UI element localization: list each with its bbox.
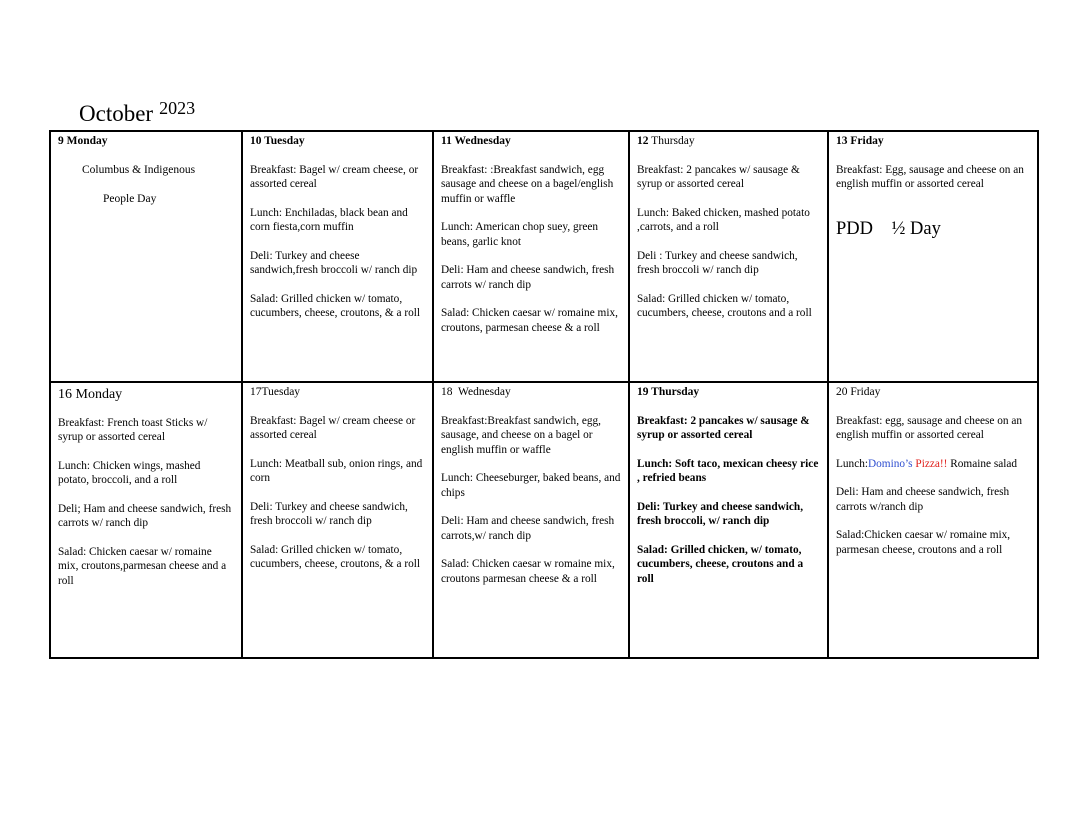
deli-entry: Deli : Turkey and cheese sandwich, fresh broccoli w/ ranch dip [637, 249, 798, 276]
week-row-2 [50, 382, 1038, 658]
day-cell-oct-17 [242, 382, 433, 658]
calendar-title [79, 98, 196, 127]
pizza-text: Pizza!! [915, 457, 948, 470]
day-header: 13 Friday [836, 135, 884, 147]
month-label: October [79, 101, 154, 126]
breakfast-entry: Breakfast:Breakfast sandwich, egg, sausage, and cheese on a bagel or english muffin or waffle [441, 414, 601, 456]
salad-entry: Salad: Chicken caesar w romaine mix, croutons parmesan cheese & a roll [441, 558, 615, 585]
day-cell-oct-12 [629, 131, 828, 382]
lunch-entry: Lunch: Enchiladas, black bean and corn fiesta,corn muffin [250, 206, 408, 233]
salad-entry: Salad: Grilled chicken w/ tomato, cucumbers, cheese, croutons, & a roll [250, 292, 421, 319]
breakfast-entry: Breakfast: :Breakfast sandwich, egg sausage and cheese on a bagel/english muffin or waffle [441, 163, 614, 205]
day-header: 19 Thursday [637, 386, 700, 398]
day-cell-oct-16 [50, 382, 242, 658]
day-header: 16 Monday [58, 387, 123, 402]
day-cell-oct-18 [433, 382, 629, 658]
day-header: 20 Friday [836, 386, 881, 398]
lunch-entry: Lunch: Chicken wings, mashed potato, broccoli, and a roll [58, 459, 201, 486]
breakfast-entry: Breakfast: egg, sausage and cheese on an english muffin or assorted cereal [836, 414, 1023, 441]
half-day-note: PDD ½ Day [836, 218, 941, 239]
day-header [637, 134, 820, 149]
lunch-entry: Lunch: Soft taco, mexican cheesy rice , refried beans [637, 457, 819, 484]
holiday-line-1: Columbus & Indigenous [82, 163, 196, 176]
menu-calendar-grid [49, 130, 1039, 659]
lunch-entry [836, 457, 1030, 472]
breakfast-entry: Breakfast: French toast Sticks w/ syrup or assorted cereal [58, 416, 208, 443]
deli-entry: Deli: Ham and cheese sandwich, fresh carrots w/ranch dip [836, 486, 1010, 513]
day-header: 9 Monday [58, 135, 108, 147]
lunch-entry: Lunch: Meatball sub, onion rings, and corn [250, 457, 423, 484]
deli-entry: Deli; Ham and cheese sandwich, fresh carrots w/ ranch dip [58, 502, 232, 529]
breakfast-entry: Breakfast: Bagel w/ cream cheese, or assorted cereal [250, 163, 419, 190]
day-cell-oct-20 [828, 382, 1038, 658]
deli-entry: Deli: Ham and cheese sandwich, fresh carrots,w/ ranch dip [441, 515, 615, 542]
breakfast-entry: Breakfast: 2 pancakes w/ sausage & syrup or assorted cereal [637, 163, 800, 190]
breakfast-entry: Breakfast: Egg, sausage and cheese on an english muffin or assorted cereal [836, 163, 1024, 190]
salad-entry: Salad:Chicken caesar w/ romaine mix, parmesan cheese, croutons and a roll [836, 529, 1011, 556]
deli-entry: Deli: Turkey and cheese sandwich,fresh broccoli w/ ranch dip [250, 249, 418, 276]
lunch-entry: Lunch: Cheeseburger, baked beans, and chips [441, 472, 621, 499]
breakfast-entry: Breakfast: 2 pancakes w/ sausage & syrup or assorted cereal [637, 414, 810, 441]
salad-entry: Salad: Grilled chicken, w/ tomato, cucumbers, cheese, croutons and a roll [637, 543, 804, 585]
holiday-note [58, 163, 234, 207]
day-cell-oct-10 [242, 131, 433, 382]
day-cell-oct-19 [629, 382, 828, 658]
day-cell-oct-11 [433, 131, 629, 382]
day-name: Thursday [651, 135, 695, 147]
lunch-entry: Lunch: American chop suey, green beans, garlic knot [441, 221, 599, 248]
day-header: 17Tuesday [250, 386, 301, 398]
salad-entry: Salad: Chicken caesar w/ romaine mix, croutons,parmesan cheese and a roll [58, 545, 227, 587]
day-header: 18 Wednesday [441, 386, 511, 398]
lunch-entry: Lunch: Baked chicken, mashed potato ,carrots, and a roll [637, 206, 810, 233]
salad-entry: Salad: Chicken caesar w/ romaine mix, croutons, parmesan cheese & a roll [441, 307, 618, 334]
salad-entry: Salad: Grilled chicken w/ tomato, cucumbers, cheese, croutons and a roll [637, 292, 812, 319]
deli-entry: Deli: Turkey and cheese sandwich, fresh broccoli w/ ranch dip [250, 500, 408, 527]
lunch-prefix: Lunch: [836, 457, 868, 470]
day-header: 10 Tuesday [250, 135, 305, 147]
day-cell-oct-9 [50, 131, 242, 382]
salad-entry: Salad: Grilled chicken w/ tomato, cucumbers, cheese, croutons, & a roll [250, 543, 421, 570]
day-number: 12 [637, 135, 649, 147]
day-header: 11 Wednesday [441, 135, 511, 147]
lunch-rest: Romaine salad [947, 457, 1018, 470]
dominos-text: Domino’s [868, 457, 913, 470]
deli-entry: Deli: Turkey and cheese sandwich, fresh broccoli, w/ ranch dip [637, 500, 804, 527]
day-cell-oct-13 [828, 131, 1038, 382]
deli-entry: Deli: Ham and cheese sandwich, fresh carrots w/ ranch dip [441, 264, 615, 291]
holiday-line-2: People Day [103, 192, 157, 205]
week-row-1 [50, 131, 1038, 382]
breakfast-entry: Breakfast: Bagel w/ cream cheese or assorted cereal [250, 414, 416, 441]
year-label: 2023 [159, 98, 196, 118]
